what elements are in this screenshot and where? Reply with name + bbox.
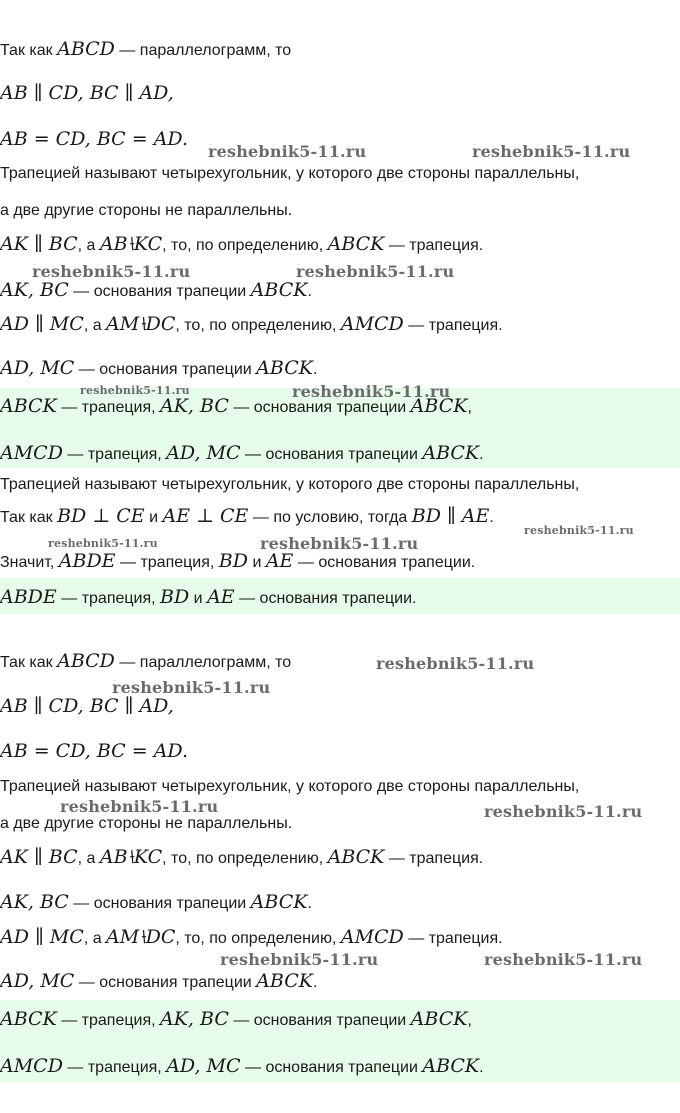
watermark-text: reshebnik5-11.ru — [208, 142, 367, 161]
math-expression: AM⧷DC — [106, 926, 176, 948]
block1-lines-line — [0, 128, 188, 152]
math-expression: AB⧷KC — [99, 233, 163, 255]
text-fragment: . — [312, 361, 318, 378]
text-fragment: — трапеция. — [384, 237, 484, 254]
text-fragment: , — [467, 399, 472, 416]
block3-lines-line — [0, 970, 317, 994]
watermark-text: reshebnik5-11.ru — [472, 142, 631, 161]
watermark-text: reshebnik5-11.ru — [80, 384, 190, 397]
text-fragment: — основания трапеции — [74, 361, 257, 378]
math-expression: ABCK — [256, 357, 313, 379]
text-fragment: — основания трапеции — [240, 1059, 423, 1076]
block3-lines-line — [0, 695, 174, 719]
math-expression: AE — [207, 586, 235, 608]
text-fragment: Значит, — [0, 554, 59, 571]
watermark-text: reshebnik5-11.ru — [484, 950, 643, 969]
text-fragment: . — [489, 509, 494, 526]
math-expression: BD — [218, 550, 248, 572]
watermark-text: reshebnik5-11.ru — [32, 262, 191, 281]
math-expression: ABCK — [410, 395, 468, 417]
text-fragment: — трапеция. — [403, 317, 503, 334]
math-expression: ABDE — [0, 586, 57, 608]
watermark-text: reshebnik5-11.ru — [48, 537, 158, 550]
watermark-text: reshebnik5-11.ru — [60, 797, 219, 816]
text-fragment: — параллелограмм, то — [114, 42, 292, 59]
block3-lines-line — [0, 776, 579, 798]
text-fragment: Трапецией называют четырехугольник, у которого две стороны параллельны, — [0, 165, 580, 182]
math-expression: ABCK — [327, 233, 385, 255]
text-fragment: Трапецией называют четырехугольник, у которого две стороны параллельны, — [0, 778, 580, 795]
block3-answer-line — [0, 1008, 472, 1032]
block1-lines-line — [0, 38, 291, 62]
text-fragment: — основания трапеции — [74, 974, 257, 991]
math-expression: ABCK — [250, 891, 308, 913]
math-expression: AD, MC — [166, 1055, 241, 1077]
math-expression: AK ∥ BC — [0, 846, 78, 868]
text-fragment: — основания трапеции — [68, 283, 251, 300]
block3-lines-line — [0, 846, 483, 870]
text-fragment: — основания трапеции — [240, 446, 423, 463]
math-expression: ABCK — [327, 846, 385, 868]
text-fragment: , то, по определению, — [162, 850, 328, 867]
math-expression: AK, BC — [160, 1008, 229, 1030]
block1-lines-line — [0, 357, 317, 381]
text-fragment: и — [144, 509, 163, 526]
text-fragment: , а — [77, 850, 100, 867]
watermark-text: reshebnik5-11.ru — [260, 534, 419, 553]
math-expression: AD, MC — [0, 970, 75, 992]
text-fragment: а две другие стороны не параллельны. — [0, 202, 293, 219]
text-fragment: и — [248, 554, 266, 571]
text-fragment: — трапеция. — [384, 850, 484, 867]
math-expression: AB⧷KC — [99, 846, 163, 868]
math-expression: AMCD — [340, 313, 404, 335]
math-expression: AB = CD, BC = AD. — [0, 740, 189, 762]
math-expression: AK, BC — [0, 279, 69, 301]
text-fragment: Так как — [0, 509, 58, 526]
text-fragment: а две другие стороны не параллельны. — [0, 815, 293, 832]
block1-lines-line — [0, 163, 579, 185]
text-fragment: — основания трапеции. — [234, 590, 417, 607]
text-fragment: — основания трапеции — [68, 895, 251, 912]
text-fragment: . — [312, 974, 318, 991]
text-fragment: , а — [77, 237, 100, 254]
math-expression: AD, MC — [166, 442, 241, 464]
block1-lines-line — [0, 279, 312, 303]
math-expression: ABCK — [410, 1008, 468, 1030]
text-fragment: . — [479, 1059, 484, 1076]
text-fragment: . — [479, 446, 484, 463]
text-fragment: и — [189, 590, 208, 607]
watermark-text: reshebnik5-11.ru — [296, 262, 455, 281]
math-expression: ABDE — [58, 550, 116, 572]
math-expression: BD ⊥ CE — [57, 505, 145, 527]
math-expression: AK, BC — [160, 395, 229, 417]
math-expression: AK, BC — [0, 891, 69, 913]
text-fragment: — по условию, тогда — [248, 509, 412, 526]
text-fragment: — трапеция, — [115, 554, 219, 571]
text-fragment: — трапеция, — [56, 399, 161, 416]
block1-lines-line — [0, 82, 174, 106]
math-expression: AE — [265, 550, 294, 572]
block1-lines-line — [0, 233, 483, 257]
text-fragment: — основания трапеции — [228, 1012, 411, 1029]
math-expression: AB = CD, BC = AD. — [0, 128, 189, 150]
math-expression: AD, MC — [0, 357, 75, 379]
block3-lines-line — [0, 813, 292, 835]
text-fragment: — трапеция, — [62, 1059, 167, 1076]
math-expression: AK ∥ BC — [0, 233, 78, 255]
block1-lines-line — [0, 313, 503, 337]
text-fragment: , то, по определению, — [162, 237, 328, 254]
math-expression: AM⧷DC — [106, 313, 176, 335]
block1-lines-line — [0, 200, 292, 222]
math-expression: AD ∥ MC — [0, 313, 84, 335]
text-fragment: Так как — [0, 654, 58, 671]
block3-lines-line — [0, 740, 188, 764]
block2-answer-line — [0, 586, 416, 610]
text-fragment: — трапеция, — [62, 446, 167, 463]
math-expression: AB ∥ CD, BC ∥ AD, — [0, 82, 174, 104]
math-expression: AB ∥ CD, BC ∥ AD, — [0, 695, 174, 717]
math-expression: ABCK — [422, 442, 480, 464]
math-expression: ABCK — [0, 1008, 57, 1030]
math-expression: ABCK — [0, 395, 57, 417]
math-expression: AMCD — [340, 926, 404, 948]
block3-answer-line — [0, 1055, 484, 1079]
text-fragment: Трапецией называют четырехугольник, у которого две стороны параллельны, — [0, 476, 580, 493]
text-fragment: — трапеция, — [56, 1012, 161, 1029]
math-expression: ABCD — [57, 650, 115, 672]
watermark-text: reshebnik5-11.ru — [524, 524, 634, 537]
math-expression: ABCK — [422, 1055, 480, 1077]
block2-lines-line — [0, 505, 494, 529]
math-expression: AMCD — [0, 442, 63, 464]
block2-lines-line — [0, 474, 579, 496]
block3-lines-line — [0, 926, 503, 950]
text-fragment: , то, по определению, — [175, 930, 341, 947]
math-expression: AMCD — [0, 1055, 63, 1077]
text-fragment: , а — [83, 317, 107, 334]
text-fragment: , то, по определению, — [175, 317, 341, 334]
block1-answer-line — [0, 442, 484, 466]
math-expression: ABCD — [57, 38, 115, 60]
text-fragment: , а — [83, 930, 107, 947]
math-expression: BD — [160, 586, 190, 608]
watermark-text: reshebnik5-11.ru — [112, 678, 271, 697]
watermark-text: reshebnik5-11.ru — [292, 382, 451, 401]
math-expression: AE ⊥ CE — [162, 505, 249, 527]
text-fragment: — трапеция, — [56, 590, 161, 607]
block2-lines-line — [0, 550, 475, 574]
text-fragment: , — [467, 1012, 472, 1029]
text-fragment: — параллелограмм, то — [114, 654, 292, 671]
text-fragment: — трапеция. — [403, 930, 503, 947]
watermark-text: reshebnik5-11.ru — [220, 950, 379, 969]
text-fragment: . — [307, 895, 312, 912]
text-fragment: — основания трапеции. — [293, 554, 476, 571]
watermark-text: reshebnik5-11.ru — [376, 654, 535, 673]
math-expression: BD ∥ AE — [411, 505, 490, 527]
block3-lines-line — [0, 650, 291, 674]
math-expression: AD ∥ MC — [0, 926, 84, 948]
math-expression: ABCK — [256, 970, 313, 992]
block3-lines-line — [0, 891, 312, 915]
math-expression: ABCK — [250, 279, 308, 301]
text-fragment: . — [307, 283, 312, 300]
watermark-text: reshebnik5-11.ru — [484, 802, 643, 821]
text-fragment: — основания трапеции — [228, 399, 411, 416]
text-fragment: Так как — [0, 42, 58, 59]
